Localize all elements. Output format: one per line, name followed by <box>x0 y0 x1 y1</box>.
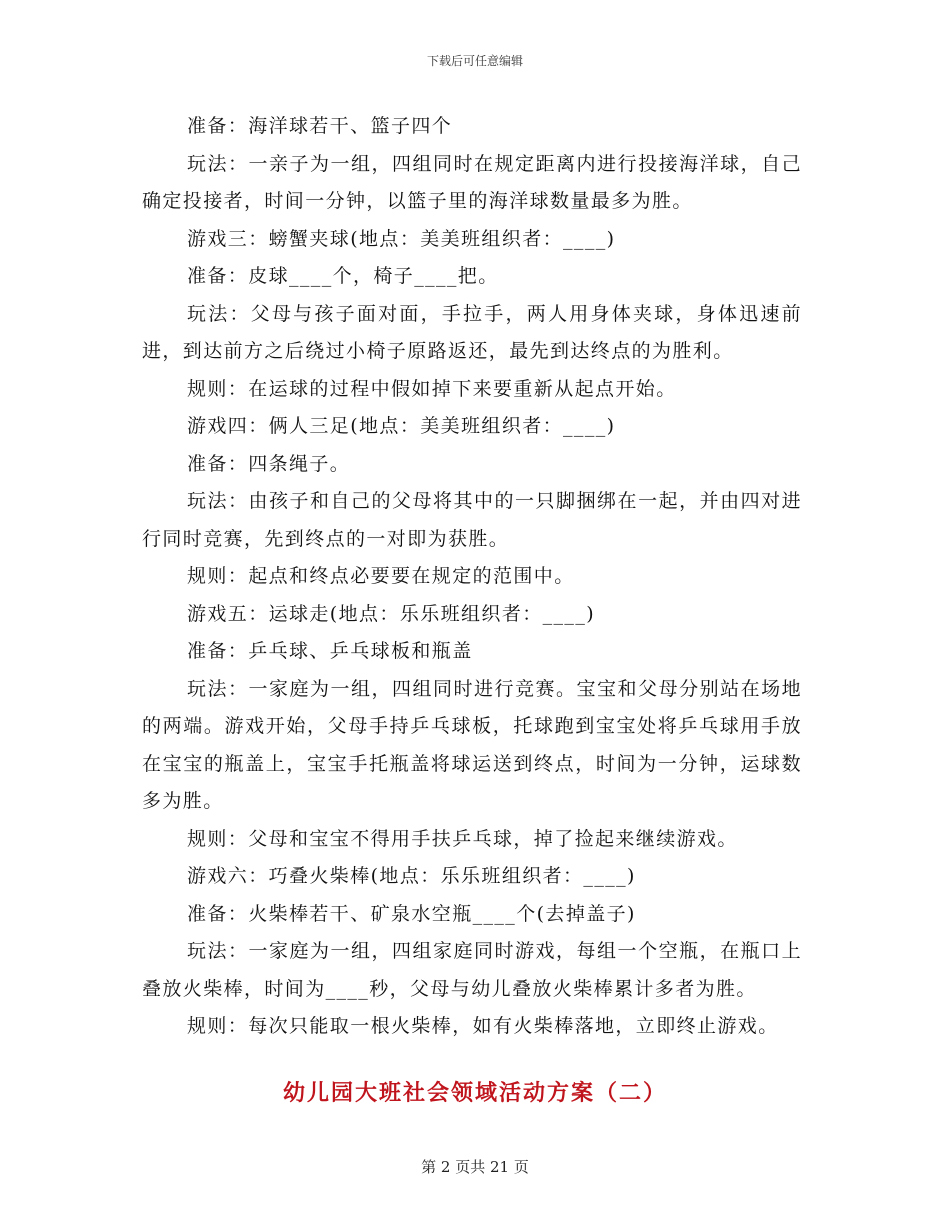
paragraph: 规则：每次只能取一根火柴棒，如有火柴棒落地，立即终止游戏。 <box>187 1015 779 1037</box>
page-header: 下载后可任意编辑 <box>426 54 523 68</box>
paragraph: 准备：火柴棒若干、矿泉水空瓶____个(去掉盖子) <box>187 902 636 925</box>
paragraph: 准备：皮球____个，椅子____把。 <box>187 265 499 287</box>
paragraph: 玩法：由孩子和自己的父母将其中的一只脚捆绑在一起，并由四对进行同时竞赛，先到终点的一对即为获胜。 <box>142 490 802 550</box>
section-title: 幼儿园大班社会领域活动方案（二） <box>282 1080 667 1106</box>
body-content <box>142 108 802 1046</box>
paragraph: 准备：乒乓球、乒乓球板和瓶盖 <box>187 640 473 662</box>
paragraph: 玩法：父母与孩子面对面，手拉手，两人用身体夹球，身体迅速前进，到达前方之后绕过小椅子原路返还，最先到达终点的为胜利。 <box>142 302 802 362</box>
paragraph: 游戏三：螃蟹夹球(地点：美美班组织者：____) <box>187 227 616 250</box>
paragraph: 游戏五：运球走(地点：乐乐班组织者：____) <box>187 602 596 625</box>
paragraph: 玩法：一亲子为一组，四组同时在规定距离内进行投接海洋球，自己确定投接者，时间一分钟，以篮子里的海洋球数量最多为胜。 <box>142 152 802 212</box>
paragraph: 准备：四条绳子。 <box>187 452 351 475</box>
page-footer: 第 2 页共 21 页 <box>421 1158 529 1176</box>
paragraph: 规则：父母和宝宝不得用手扶乒乓球，掉了捡起来继续游戏。 <box>187 827 738 850</box>
paragraph: 准备：海洋球若干、篮子四个 <box>187 115 453 137</box>
paragraph: 游戏四：俩人三足(地点：美美班组织者：____) <box>187 415 616 437</box>
paragraph: 玩法：一家庭为一组，四组同时进行竞赛。宝宝和父母分别站在场地的两端。游戏开始，父母手持乒乓球板，托球跑到宝宝处将乒乓球用手放在宝宝的瓶盖上，宝宝手托瓶盖将球运送到终点，时间为一分钟，运球数多为胜。 <box>142 677 802 812</box>
paragraph: 规则：在运球的过程中假如掉下来要重新从起点开始。 <box>187 377 677 400</box>
paragraph: 游戏六：巧叠火柴棒(地点：乐乐班组织者：____) <box>187 865 636 887</box>
paragraph: 玩法：一家庭为一组，四组家庭同时游戏，每组一个空瓶，在瓶口上叠放火柴棒，时间为____秒，父母与幼儿叠放火柴棒累计多者为胜。 <box>142 940 802 1000</box>
paragraph: 规则：起点和终点必要要在规定的范围中。 <box>187 565 575 587</box>
